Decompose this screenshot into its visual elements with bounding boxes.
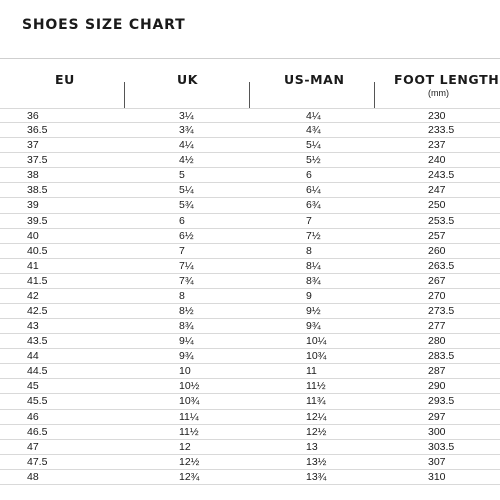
table-row — [0, 455, 500, 470]
cell-us-man: 5½ — [306, 154, 321, 167]
column-separator — [249, 82, 250, 108]
cell-eu: 39.5 — [27, 214, 48, 227]
cell-eu: 38 — [27, 169, 39, 182]
cell-eu: 43 — [27, 320, 39, 333]
cell-uk: 10 — [179, 365, 191, 378]
cell-uk: 10¾ — [179, 395, 200, 408]
cell-eu: 44.5 — [27, 365, 48, 378]
cell-eu: 45.5 — [27, 395, 48, 408]
cell-eu: 37.5 — [27, 154, 48, 167]
cell-eu: 41 — [27, 259, 39, 272]
column-separator — [124, 82, 125, 108]
cell-foot-length: 257 — [428, 229, 446, 242]
cell-uk: 5¼ — [179, 184, 194, 197]
cell-uk: 5¾ — [179, 199, 194, 212]
table-row — [0, 168, 500, 183]
table-row — [0, 379, 500, 394]
table-row — [0, 229, 500, 244]
table-row — [0, 108, 500, 123]
cell-eu: 46.5 — [27, 425, 48, 438]
column-separator — [374, 82, 375, 108]
table-row — [0, 425, 500, 440]
cell-us-man: 9½ — [306, 305, 321, 318]
cell-uk: 8 — [179, 289, 185, 302]
cell-uk: 11½ — [179, 425, 199, 438]
cell-foot-length: 290 — [428, 380, 446, 393]
cell-uk: 12 — [179, 440, 191, 453]
table-row — [0, 364, 500, 379]
cell-uk: 3¾ — [179, 124, 194, 137]
table-row — [0, 440, 500, 455]
cell-eu: 41.5 — [27, 274, 48, 287]
cell-uk: 7¾ — [179, 274, 194, 287]
cell-us-man: 7 — [306, 214, 312, 227]
foot-length-unit: (mm) — [428, 88, 449, 98]
cell-us-man: 12½ — [306, 425, 327, 438]
cell-eu: 38.5 — [27, 184, 48, 197]
cell-us-man: 9 — [306, 289, 312, 302]
cell-uk: 10½ — [179, 380, 200, 393]
cell-uk: 7¼ — [179, 259, 194, 272]
table-row — [0, 153, 500, 168]
cell-us-man: 9¾ — [306, 320, 321, 333]
cell-eu: 37 — [27, 139, 39, 152]
cell-eu: 42.5 — [27, 305, 48, 318]
column-header-eu: EU — [55, 72, 75, 87]
cell-foot-length: 287 — [428, 365, 446, 378]
cell-eu: 46 — [27, 410, 39, 423]
cell-foot-length: 310 — [428, 470, 446, 483]
column-header-foot-length: FOOT LENGTH — [394, 72, 500, 87]
table-row — [0, 470, 500, 485]
cell-eu: 39 — [27, 199, 39, 212]
table-row — [0, 259, 500, 274]
cell-us-man: 13¾ — [306, 470, 327, 483]
cell-us-man: 10¼ — [306, 335, 327, 348]
cell-uk: 3¼ — [179, 110, 194, 122]
table-row — [0, 198, 500, 213]
cell-us-man: 11 — [306, 365, 317, 378]
cell-us-man: 7½ — [306, 229, 321, 242]
table-row — [0, 349, 500, 364]
cell-foot-length: 267 — [428, 274, 446, 287]
cell-foot-length: 303.5 — [428, 440, 455, 453]
cell-uk: 4¼ — [179, 139, 194, 152]
cell-us-man: 4¼ — [306, 110, 321, 122]
cell-us-man: 6 — [306, 169, 312, 182]
cell-us-man: 5¼ — [306, 139, 321, 152]
cell-foot-length: 300 — [428, 425, 446, 438]
table-row — [0, 274, 500, 289]
cell-us-man: 8 — [306, 244, 312, 257]
table-row — [0, 214, 500, 229]
cell-eu: 48 — [27, 470, 39, 483]
cell-eu: 36.5 — [27, 124, 48, 137]
cell-foot-length: 293.5 — [428, 395, 455, 408]
cell-foot-length: 230 — [428, 110, 446, 122]
page-title: SHOES SIZE CHART — [22, 17, 186, 33]
table-row — [0, 304, 500, 319]
table-row — [0, 289, 500, 304]
cell-eu: 40 — [27, 229, 39, 242]
cell-eu: 40.5 — [27, 244, 48, 257]
column-header-uk: UK — [177, 72, 199, 87]
column-header-us-man: US-MAN — [284, 72, 345, 87]
cell-foot-length: 260 — [428, 244, 446, 257]
table-row — [0, 334, 500, 349]
cell-foot-length: 233.5 — [428, 124, 455, 137]
table-row — [0, 138, 500, 153]
cell-eu: 36 — [27, 110, 39, 122]
cell-us-man: 13 — [306, 440, 318, 453]
cell-eu: 42 — [27, 289, 39, 302]
cell-us-man: 6¼ — [306, 184, 321, 197]
cell-uk: 12½ — [179, 455, 200, 468]
table-row — [0, 244, 500, 259]
cell-foot-length: 297 — [428, 410, 446, 423]
cell-eu: 43.5 — [27, 335, 48, 348]
cell-foot-length: 270 — [428, 289, 446, 302]
cell-uk: 8½ — [179, 305, 194, 318]
cell-eu: 47 — [27, 440, 39, 453]
cell-us-man: 11½ — [306, 380, 326, 393]
cell-foot-length: 277 — [428, 320, 446, 333]
table-row — [0, 394, 500, 409]
cell-uk: 11¼ — [179, 410, 199, 423]
cell-us-man: 10¾ — [306, 350, 327, 363]
cell-foot-length: 250 — [428, 199, 446, 212]
cell-foot-length: 247 — [428, 184, 446, 197]
cell-us-man: 12¼ — [306, 410, 327, 423]
cell-uk: 6½ — [179, 229, 194, 242]
cell-uk: 4½ — [179, 154, 194, 167]
cell-foot-length: 283.5 — [428, 350, 455, 363]
cell-us-man: 8¼ — [306, 259, 321, 272]
cell-uk: 7 — [179, 244, 185, 257]
cell-eu: 45 — [27, 380, 39, 393]
cell-foot-length: 263.5 — [428, 259, 455, 272]
cell-us-man: 11¾ — [306, 395, 326, 408]
cell-us-man: 4¾ — [306, 124, 321, 137]
cell-uk: 6 — [179, 214, 185, 227]
cell-us-man: 13½ — [306, 455, 327, 468]
cell-foot-length: 237 — [428, 139, 446, 152]
cell-us-man: 6¾ — [306, 199, 321, 212]
cell-uk: 9¼ — [179, 335, 194, 348]
cell-foot-length: 243.5 — [428, 169, 455, 182]
table-row — [0, 410, 500, 425]
cell-foot-length: 273.5 — [428, 305, 455, 318]
cell-foot-length: 253.5 — [428, 214, 455, 227]
title-divider — [0, 58, 500, 59]
size-table — [0, 108, 500, 485]
cell-foot-length: 307 — [428, 455, 446, 468]
table-row — [0, 319, 500, 334]
cell-us-man: 8¾ — [306, 274, 321, 287]
cell-uk: 12¾ — [179, 470, 200, 483]
cell-eu: 47.5 — [27, 455, 48, 468]
cell-foot-length: 240 — [428, 154, 446, 167]
table-row — [0, 123, 500, 138]
cell-foot-length: 280 — [428, 335, 446, 348]
cell-uk: 8¾ — [179, 320, 194, 333]
cell-eu: 44 — [27, 350, 39, 363]
cell-uk: 9¾ — [179, 350, 194, 363]
table-row — [0, 183, 500, 198]
cell-uk: 5 — [179, 169, 185, 182]
